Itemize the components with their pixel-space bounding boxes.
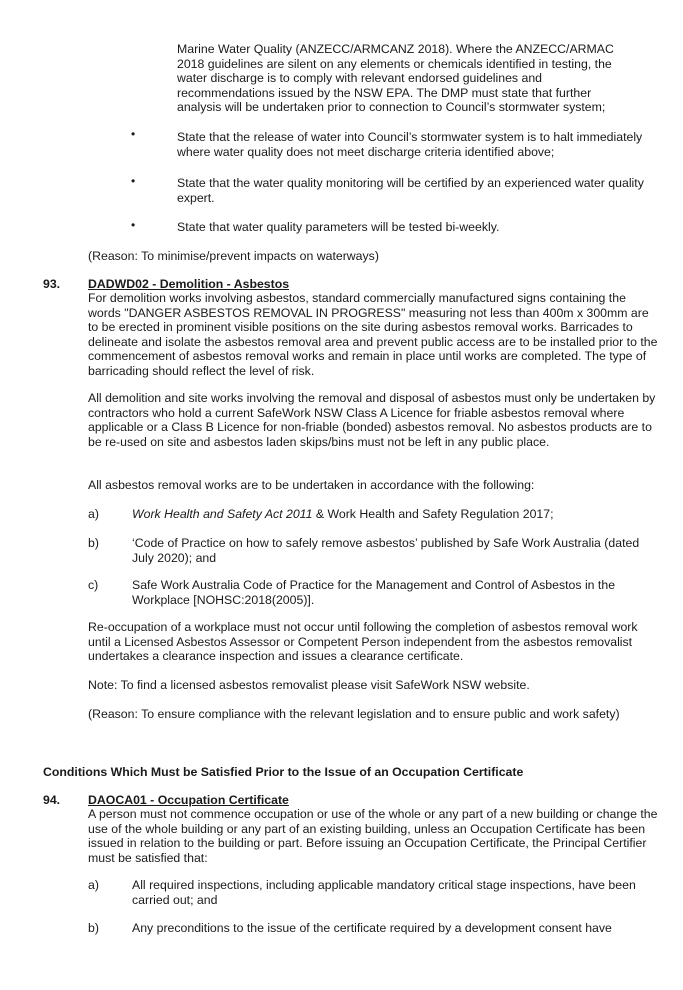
list-item-text: ‘Code of Practice on how to safely remove asbestos’ published by Safe Work Australia (dated July 2020); and [132, 536, 640, 565]
condition-paragraph: For demolition works involving asbestos, standard commercially manufactured signs containing the words "DANGER ASBESTOS REMOVAL IN PROGRESS" measuring not less than 400m x 300mm are to be erected in prominent visible positions on the site during asbestos removal works. Barricades to delineate and isolate the asbestos removal area and prevent public access are to be installed prior to the commencement of asbestos removal works and remain in place until works are completed. The type of barricading should reflect the level of risk. [88, 291, 658, 378]
bullet-icon: • [131, 218, 136, 232]
condition-number: 94. [43, 793, 61, 807]
condition-paragraph: Re-occupation of a workplace must not occur until following the completion of asbestos removal work until a Licensed Asbestos Assessor or Competent Person independent from the asbestos removalist undertakes a clearance inspection and issues a clearance certificate. [88, 620, 638, 663]
condition-number: 93. [43, 277, 61, 291]
condition-paragraph: A person must not commence occupation or use of the whole or any part of a new building or change the use of the whole building or any part of an existing building, unless an Occupation Certificate has been issued in relation to the building or part. Before issuing an Occupation Certificate, the Principal Certifier must be satisfied that: [88, 807, 658, 865]
condition-title: DAOCA01 - Occupation Certificate [88, 793, 289, 807]
section-heading: Conditions Which Must be Satisfied Prior to the Issue of an Occupation Certificate [43, 765, 524, 779]
act-name: Work Health and Safety Act 2011 [132, 507, 313, 521]
reason-text: (Reason: To minimise/prevent impacts on waterways) [88, 249, 379, 263]
bullet-item: State that water quality parameters will be tested bi-weekly. [177, 220, 500, 234]
reason-text: (Reason: To ensure compliance with the relevant legislation and to ensure public and work safety) [88, 707, 620, 721]
list-item-letter: b) [88, 921, 99, 935]
list-item-rest: & Work Health and Safety Regulation 2017; [312, 507, 554, 521]
bullet-item: State that the water quality monitoring will be certified by an experienced water quality expert. [177, 176, 644, 205]
bullet-item: State that the release of water into Council’s stormwater system is to halt immediately where water quality does not meet discharge criteria identified above; [177, 130, 643, 159]
list-item-text: All required inspections, including applicable mandatory critical stage inspections, have been carried out; and [132, 878, 636, 907]
list-item-text: Any preconditions to the issue of the certificate required by a development consent have [132, 921, 612, 935]
list-item-letter: b) [88, 536, 99, 550]
condition-paragraph: All asbestos removal works are to be undertaken in accordance with the following: [88, 478, 535, 492]
list-item-letter: a) [88, 507, 99, 521]
condition-paragraph: All demolition and site works involving the removal and disposal of asbestos must only be undertaken by contractors who hold a current SafeWork NSW Class A Licence for friable asbestos removal where applicable or a Class B Licence for non-friable (bonded) asbestos removal. No asbestos products are to be re-used on site and asbestos laden skips/bins must not be left in any public place. [88, 391, 656, 449]
bullet-icon: • [131, 174, 136, 188]
note-text: Note: To find a licensed asbestos removalist please visit SafeWork NSW website. [88, 678, 530, 692]
list-item-text: Safe Work Australia Code of Practice for the Management and Control of Asbestos in the Workplace [NOHSC:2018(2005)]. [132, 578, 616, 607]
list-item-letter: a) [88, 878, 99, 892]
bullet-icon: • [131, 127, 136, 141]
list-item-letter: c) [88, 578, 99, 592]
continued-paragraph: Marine Water Quality (ANZECC/ARMCANZ 2018). Where the ANZECC/ARMAC 2018 guidelines are silent on any elements or chemicals identified in testing, the water discharge is to comply with relevant endorsed guidelines and recommendations issued by the NSW EPA. The DMP must state that further analysis will be undertaken prior to connection to Council’s stormwater system; [177, 42, 614, 114]
list-item-text [132, 507, 652, 522]
condition-title: DADWD02 - Demolition - Asbestos [88, 277, 290, 291]
